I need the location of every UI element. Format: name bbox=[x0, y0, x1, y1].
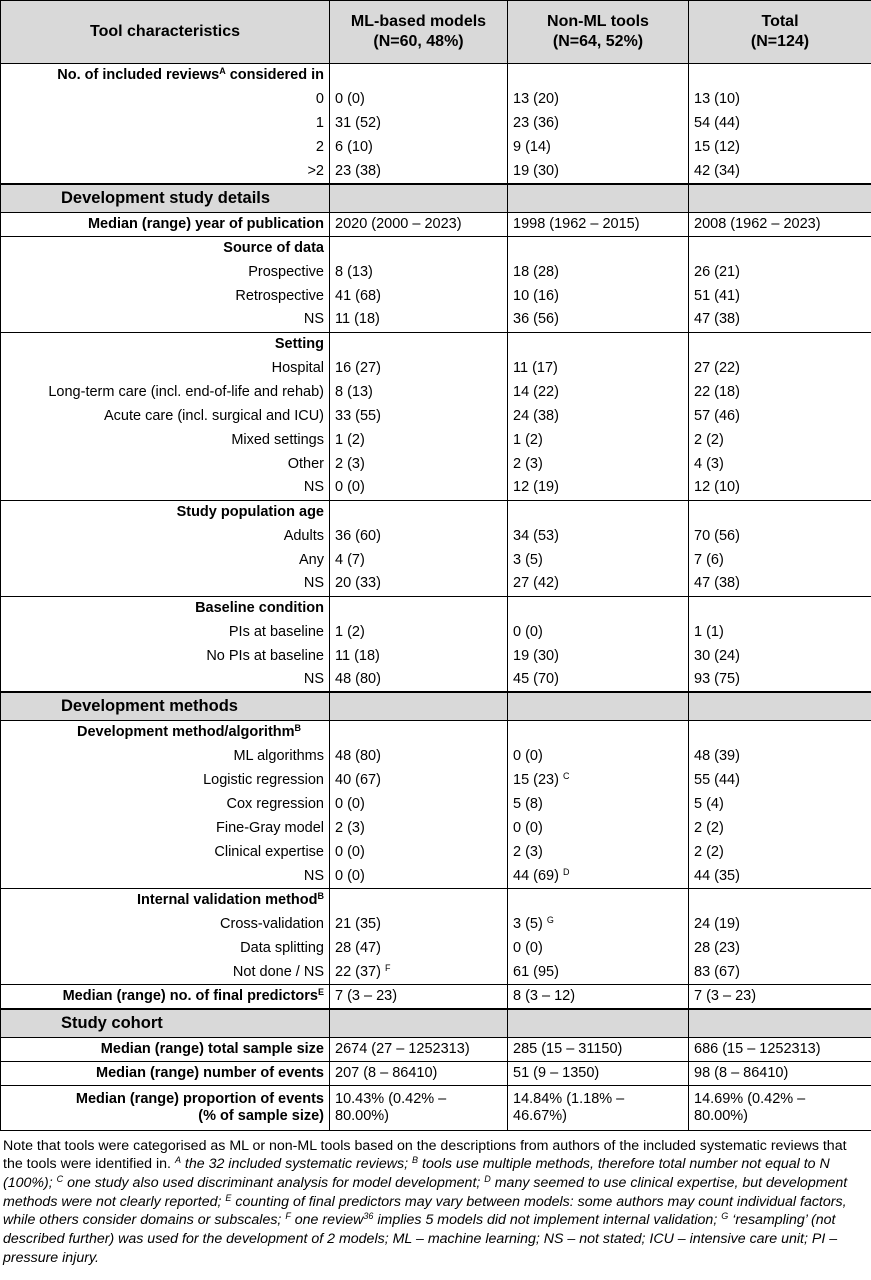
table-row: Median (range) number of events 207 (8 – 86410) 51 (9 – 1350) 98 (8 – 86410) bbox=[1, 1061, 871, 1085]
reviews-title-row bbox=[1, 64, 871, 88]
table-row: Mixed settings 1 (2) 1 (2) 2 (2) bbox=[1, 428, 871, 452]
table-row: NS 0 (0) 12 (19) 12 (10) bbox=[1, 476, 871, 500]
baseline-title-row: Baseline condition bbox=[1, 596, 871, 620]
table-row: NS 48 (80) 45 (70) 93 (75) bbox=[1, 668, 871, 692]
section-study-cohort bbox=[1, 1009, 871, 1038]
table-row: Not done / NS 22 (37) $^F$ 61 (95) 83 (67) bbox=[1, 961, 871, 985]
setting-title-row: Setting bbox=[1, 332, 871, 356]
header-total: Total (N=124) bbox=[689, 1, 871, 64]
table-row: 0 0 (0) 13 (20) 13 (10) bbox=[1, 88, 871, 112]
table-row: Adults 36 (60) 34 (53) 70 (56) bbox=[1, 524, 871, 548]
table-row: Hospital 16 (27) 11 (17) 27 (22) bbox=[1, 356, 871, 380]
header-non-ml-tools: Non-ML tools (N=64, 52%) bbox=[508, 1, 689, 64]
table-row: Logistic regression 40 (67) 15 (23) $^C$ 55 (44) bbox=[1, 769, 871, 793]
section-development-methods bbox=[1, 692, 871, 721]
table-header-row bbox=[1, 1, 871, 64]
table-row: NS 0 (0) 44 (69) $^D$ 44 (35) bbox=[1, 865, 871, 889]
reviews-title: No. of included reviews$^A$ considered in bbox=[1, 64, 330, 88]
table-row: Cox regression 0 (0) 5 (8) 5 (4) bbox=[1, 793, 871, 817]
table-row: NS 11 (18) 36 (56) 47 (38) bbox=[1, 308, 871, 332]
table-row: PIs at baseline 1 (2) 0 (0) 1 (1) bbox=[1, 620, 871, 644]
section-title: Development study details bbox=[1, 184, 330, 213]
table-row: Median (range) year of publication 2020 (2000 – 2023) 1998 (1962 – 2015) 2008 (1962 – 2023) bbox=[1, 212, 871, 236]
table-row: Acute care (incl. surgical and ICU) 33 (55) 24 (38) 57 (46) bbox=[1, 404, 871, 428]
table-row: Median (range) no. of final predictors$^E$ 7 (3 – 23) 8 (3 – 12) 7 (3 – 23) bbox=[1, 985, 871, 1009]
algorithm-title-row: Development method/algorithm$^B$ bbox=[1, 721, 871, 745]
table-row: ML algorithms 48 (80) 0 (0) 48 (39) bbox=[1, 745, 871, 769]
table-row: NS 20 (33) 27 (42) 47 (38) bbox=[1, 572, 871, 596]
table-row: Prospective 8 (13) 18 (28) 26 (21) bbox=[1, 260, 871, 284]
table-row: 1 31 (52) 23 (36) 54 (44) bbox=[1, 112, 871, 136]
table-row: Fine-Gray model 2 (3) 0 (0) 2 (2) bbox=[1, 817, 871, 841]
table-row: Other 2 (3) 2 (3) 4 (3) bbox=[1, 452, 871, 476]
table-row: Data splitting 28 (47) 0 (0) 28 (23) bbox=[1, 937, 871, 961]
source-title-row: Source of data bbox=[1, 236, 871, 260]
table-row: No PIs at baseline 11 (18) 19 (30) 30 (24) bbox=[1, 644, 871, 668]
table-row: >2 23 (38) 19 (30) 42 (34) bbox=[1, 160, 871, 184]
table-row: Median (range) proportion of events (% of sample size) 10.43% (0.42% – 80.00%) 14.84% (1.18% – 46.67%) 14.69% (0.42% – 80.00%) bbox=[1, 1085, 871, 1130]
header-tool-characteristics: Tool characteristics bbox=[1, 1, 330, 64]
section-development-study-details bbox=[1, 184, 871, 213]
age-title-row: Study population age bbox=[1, 500, 871, 524]
table-row: Long-term care (incl. end-of-life and rehab) 8 (13) 14 (22) 22 (18) bbox=[1, 380, 871, 404]
table-row: Clinical expertise 0 (0) 2 (3) 2 (2) bbox=[1, 841, 871, 865]
section-title: Study cohort bbox=[1, 1009, 330, 1038]
table-row: Cross-validation 21 (35) 3 (5) $^G$ 24 (19) bbox=[1, 913, 871, 937]
table-row: Retrospective 41 (68) 10 (16) 51 (41) bbox=[1, 284, 871, 308]
section-title: Development methods bbox=[1, 692, 330, 721]
table-row: Median (range) total sample size 2674 (27 – 1252313) 285 (15 – 31150) 686 (15 – 1252313) bbox=[1, 1037, 871, 1061]
table-row: Any 4 (7) 3 (5) 7 (6) bbox=[1, 548, 871, 572]
table-row: 2 6 (10) 9 (14) 15 (12) bbox=[1, 136, 871, 160]
table-footnote: Note that tools were categorised as ML or non-ML tools based on the descriptions from authors of the included systematic reviews that the tools were identified in. $^A$ the 32 included systematic reviews; $^B$ tools use multiple methods, therefore total number not equal to N (100%); $^C$ one study also used discriminant analysis for model development; $^D$ many seemed to use clinical expertise, but development methods were not clearly reported; $^E$ counting of final predictors may vary between models: some authors may count individual factors, while others consider domains or subscales; $^F$ one review$^{36}$ implies 5 models did not implement internal validation; $^G$ ‘resampling’ (not described further) was used for the development of 2 models; ML – machine learning; NS – not stated; ICU – intensive care unit; PI – pressure injury. bbox=[3, 1137, 848, 1266]
header-ml-models: ML-based models (N=60, 48%) bbox=[330, 1, 508, 64]
validation-title-row: Internal validation method$^B$ bbox=[1, 889, 871, 913]
